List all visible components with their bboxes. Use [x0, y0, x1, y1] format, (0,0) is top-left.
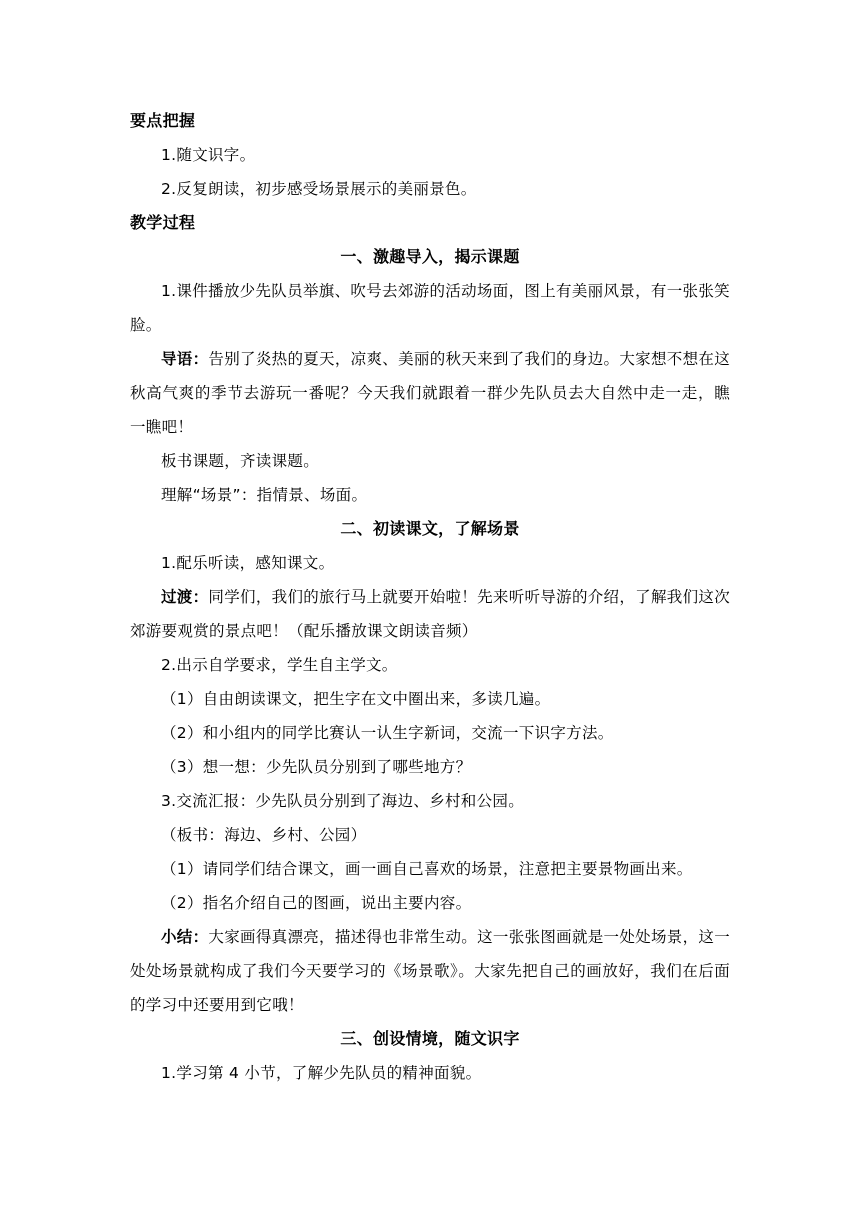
s1-text-daoyu: 告别了炎热的夏天，凉爽、美丽的秋天来到了我们的身边。大家想不想在这秋高气爽的季节去游玩一番呢？今天我们就跟着一群少先队员去大自然中走一走，瞧一瞧吧！	[130, 350, 730, 436]
s2-paragraph-2	[130, 580, 730, 648]
section-2-title: 二、初读课文，了解场景	[340, 519, 520, 538]
document-page	[130, 104, 730, 1090]
s2-lead-xiaojie: 小结：	[161, 928, 209, 946]
s1-paragraph-2	[130, 342, 730, 444]
keypoint-2: 2.反复朗读，初步感受场景展示的美丽景色。	[161, 180, 477, 198]
s3-paragraph-1: 1.学习第 4 小节，了解少先队员的精神面貌。	[161, 1064, 482, 1082]
section-3-title: 三、创设情境，随文识字	[340, 1029, 520, 1048]
section-1-title: 一、激趣导入，揭示课题	[340, 247, 520, 266]
s2-lead-guodu: 过渡：	[161, 588, 209, 606]
s2-paragraph-10: （2）指名介绍自己的图画，说出主要内容。	[161, 894, 472, 912]
s2-text-xiaojie: 大家画得真漂亮，描述得也非常生动。这一张张图画就是一处处场景，这一处处场景就构成了我们今天要学习的《场景歌》。大家先把自己的画放好，我们在后面的学习中还要用到它哦！	[130, 928, 730, 1014]
s2-text-guodu: 同学们，我们的旅行马上就要开始啦！先来听听导游的介绍，了解我们这次郊游要观赏的景点吧！（配乐播放课文朗读音频）	[130, 588, 730, 640]
s2-paragraph-1: 1.配乐听读，感知课文。	[161, 554, 335, 572]
s1-paragraph-1: 1.课件播放少先队员举旗、吹号去郊游的活动场面，图上有美丽风景，有一张张笑脸。	[130, 282, 730, 334]
s1-lead-daoyu: 导语：	[161, 350, 209, 368]
heading-keypoints: 要点把握	[130, 111, 196, 130]
s2-paragraph-7: 3.交流汇报：少先队员分别到了海边、乡村和公园。	[161, 792, 524, 810]
s2-paragraph-11	[130, 920, 730, 1022]
s2-paragraph-5: （2）和小组内的同学比赛认一认生字新词，交流一下识字方法。	[161, 724, 614, 742]
s2-paragraph-3: 2.出示自学要求，学生自主学文。	[161, 656, 398, 674]
s2-paragraph-6: （3）想一想：少先队员分别到了哪些地方？	[161, 758, 472, 776]
s2-paragraph-9: （1）请同学们结合课文，画一画自己喜欢的场景，注意把主要景物画出来。	[161, 860, 693, 878]
heading-process: 教学过程	[130, 213, 196, 232]
s2-paragraph-8: （板书：海边、乡村、公园）	[161, 826, 367, 844]
s1-paragraph-3: 板书课题，齐读课题。	[161, 452, 320, 470]
keypoint-1: 1.随文识字。	[161, 146, 256, 164]
s2-paragraph-4: （1）自由朗读课文，把生字在文中圈出来，多读几遍。	[161, 690, 551, 708]
s1-paragraph-4: 理解“场景”：指情景、场面。	[161, 486, 368, 504]
